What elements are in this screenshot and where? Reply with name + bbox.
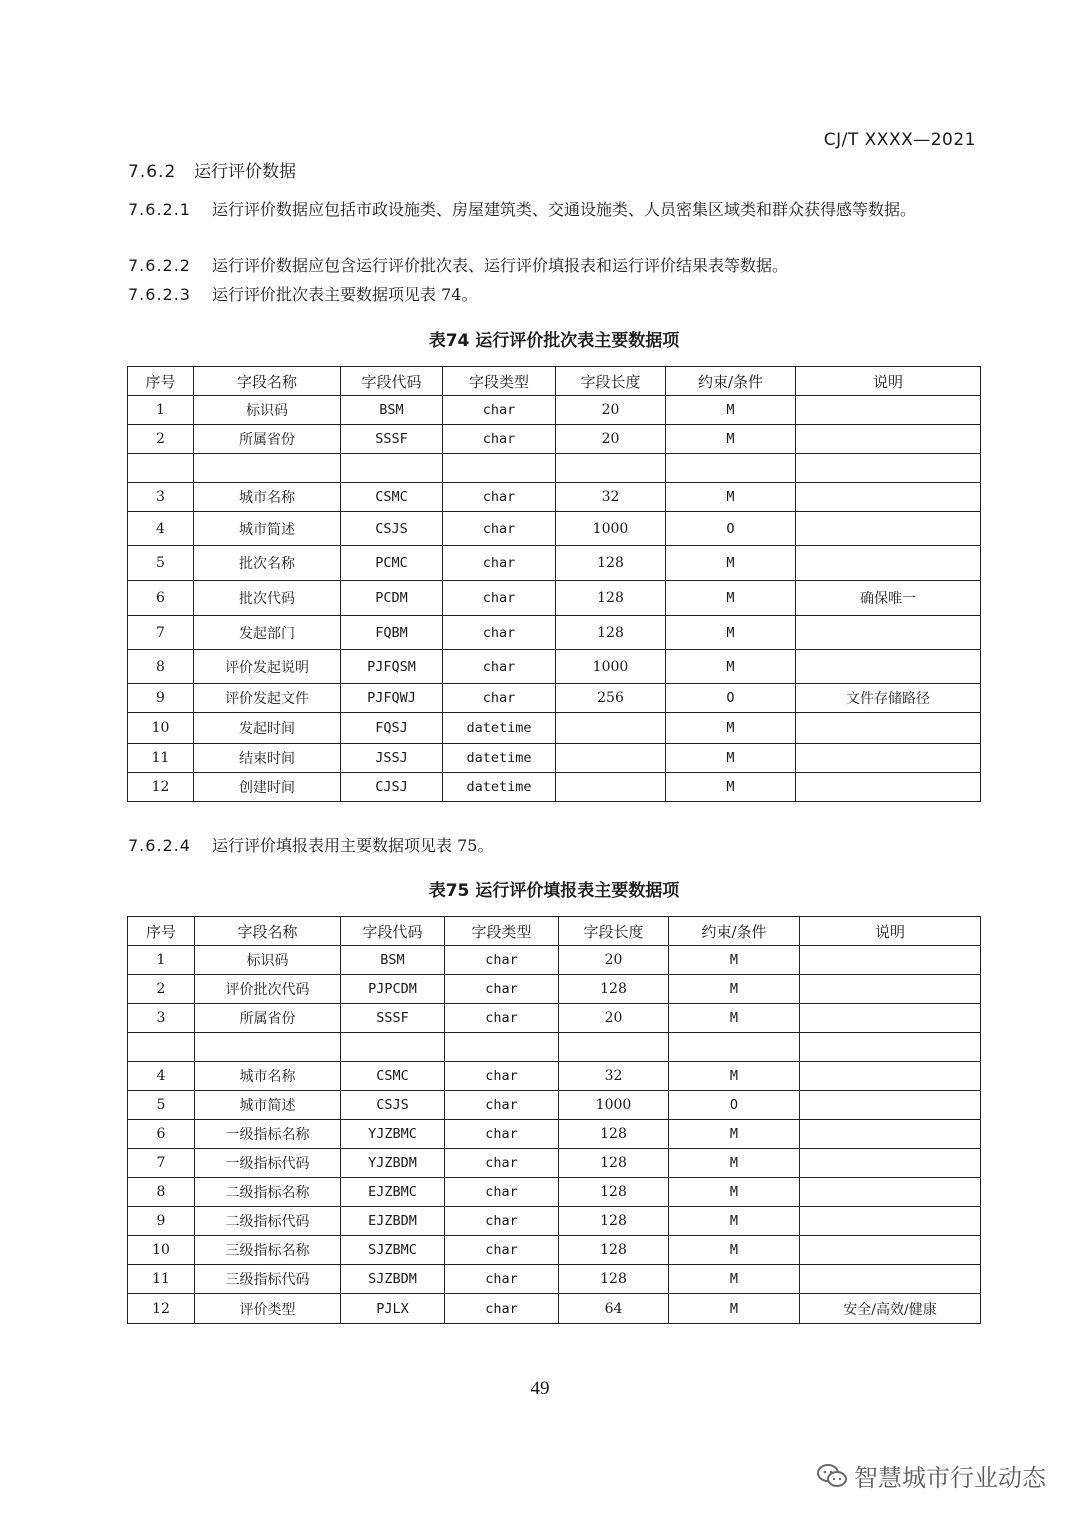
table-cell: 三级指标代码 xyxy=(195,1265,341,1294)
table-cell: char xyxy=(445,1294,559,1324)
table-cell: char xyxy=(443,396,556,425)
table-cell: datetime xyxy=(443,713,556,744)
table-cell xyxy=(666,454,796,483)
table-cell: char xyxy=(443,684,556,713)
table-cell: PCDM xyxy=(341,581,443,616)
table-cell: SJZBDM xyxy=(341,1265,445,1294)
table74-caption: 表74 运行评价批次表主要数据项 xyxy=(428,331,680,351)
table-cell: 5 xyxy=(128,546,194,581)
table-cell: 256 xyxy=(556,684,666,713)
table-cell: 64 xyxy=(559,1294,669,1324)
table-cell: 发起部门 xyxy=(194,616,341,650)
table-row xyxy=(128,1120,981,1149)
table-cell: PJPCDM xyxy=(341,975,445,1004)
table-cell: M xyxy=(669,1294,800,1324)
table-cell xyxy=(443,454,556,483)
section-number: 7.6.2 xyxy=(128,162,177,182)
table-cell xyxy=(341,454,443,483)
table-cell xyxy=(796,744,981,773)
table-cell xyxy=(194,454,341,483)
table-cell xyxy=(195,1033,341,1062)
column-header: 字段名称 xyxy=(195,917,341,946)
table-cell: 20 xyxy=(556,425,666,454)
table-cell xyxy=(800,1004,981,1033)
table-cell: O xyxy=(666,684,796,713)
table-row xyxy=(128,1265,981,1294)
table-cell: 城市简述 xyxy=(194,512,341,546)
table-cell: 评价批次代码 xyxy=(195,975,341,1004)
table-cell: 2 xyxy=(128,975,195,1004)
table-cell: 二级指标名称 xyxy=(195,1178,341,1207)
column-header: 字段长度 xyxy=(556,367,666,396)
table-row xyxy=(128,512,981,546)
table-cell: 4 xyxy=(128,1062,195,1091)
table-cell: 1000 xyxy=(559,1091,669,1120)
table-cell: 9 xyxy=(128,1207,195,1236)
table-cell: 32 xyxy=(559,1062,669,1091)
table-row xyxy=(128,650,981,684)
table-cell: char xyxy=(443,581,556,616)
table-cell xyxy=(800,1207,981,1236)
table-cell xyxy=(556,713,666,744)
table-cell: CSJS xyxy=(341,1091,445,1120)
table-cell: 标识码 xyxy=(195,946,341,975)
table-row xyxy=(128,1033,981,1062)
table-cell: M xyxy=(669,1207,800,1236)
table-cell: YJZBMC xyxy=(341,1120,445,1149)
table-cell: O xyxy=(669,1091,800,1120)
table-cell xyxy=(796,546,981,581)
table-cell xyxy=(669,1033,800,1062)
table-cell xyxy=(800,1091,981,1120)
table-cell: 5 xyxy=(128,1091,195,1120)
watermark xyxy=(816,1458,1046,1493)
table-cell: 128 xyxy=(559,1207,669,1236)
table-cell xyxy=(796,616,981,650)
table-cell: FQBM xyxy=(341,616,443,650)
wechat-icon xyxy=(816,1462,848,1490)
table-cell: 8 xyxy=(128,1178,195,1207)
table-row xyxy=(128,975,981,1004)
watermark-text: 智慧城市行业动态 xyxy=(854,1464,1046,1492)
table-cell: 12 xyxy=(128,773,194,802)
table-header-row xyxy=(128,917,981,946)
table-cell: char xyxy=(443,483,556,512)
table-cell: 12 xyxy=(128,1294,195,1324)
paragraph-7-6-2-2: 7.6.2.2 运行评价数据应包含运行评价批次表、运行评价填报表和运行评价结果表等数据。 xyxy=(128,256,789,275)
table-cell: BSM xyxy=(341,396,443,425)
table-cell xyxy=(800,1149,981,1178)
table-cell: SSSF xyxy=(341,425,443,454)
table-row xyxy=(128,1236,981,1265)
table-cell: datetime xyxy=(443,744,556,773)
table-cell: 128 xyxy=(559,1149,669,1178)
table-cell: M xyxy=(669,1062,800,1091)
table-cell: M xyxy=(669,1120,800,1149)
table-cell: M xyxy=(669,1265,800,1294)
table-row xyxy=(128,616,981,650)
table-cell: 9 xyxy=(128,684,194,713)
document-code: CJ/T XXXX—2021 xyxy=(823,130,976,150)
table-cell: CJSJ xyxy=(341,773,443,802)
table-cell: 创建时间 xyxy=(194,773,341,802)
table-cell xyxy=(796,773,981,802)
table-row xyxy=(128,1091,981,1120)
table-cell xyxy=(556,744,666,773)
table-cell: 1000 xyxy=(556,512,666,546)
table-cell: 128 xyxy=(559,1120,669,1149)
table-cell: char xyxy=(443,616,556,650)
table-cell: 128 xyxy=(556,581,666,616)
column-header: 字段代码 xyxy=(341,917,445,946)
table-cell: 1 xyxy=(128,946,195,975)
table-cell: 7 xyxy=(128,1149,195,1178)
table-cell: 10 xyxy=(128,1236,195,1265)
column-header: 说明 xyxy=(796,367,981,396)
table-cell: M xyxy=(666,546,796,581)
table-cell: M xyxy=(666,396,796,425)
table-cell: CSMC xyxy=(341,1062,445,1091)
table-cell: M xyxy=(666,650,796,684)
table-cell: 文件存储路径 xyxy=(796,684,981,713)
table-cell: SSSF xyxy=(341,1004,445,1033)
table-cell xyxy=(800,1120,981,1149)
table-cell: 8 xyxy=(128,650,194,684)
table-cell xyxy=(796,512,981,546)
table-cell xyxy=(559,1033,669,1062)
table-cell: char xyxy=(445,1236,559,1265)
table-cell: datetime xyxy=(443,773,556,802)
table-row xyxy=(128,546,981,581)
table-row xyxy=(128,1062,981,1091)
table-cell xyxy=(796,713,981,744)
table-cell xyxy=(796,425,981,454)
table-cell: 128 xyxy=(559,975,669,1004)
table-75 xyxy=(127,916,981,1324)
column-header: 约束/条件 xyxy=(669,917,800,946)
table-cell: char xyxy=(443,546,556,581)
paragraph-7-6-2-3: 7.6.2.3 运行评价批次表主要数据项见表 74。 xyxy=(128,285,478,304)
table-cell: 3 xyxy=(128,483,194,512)
table-header-row xyxy=(128,367,981,396)
table-cell: 发起时间 xyxy=(194,713,341,744)
table-cell xyxy=(800,1178,981,1207)
table-cell: 11 xyxy=(128,744,194,773)
table-cell: 结束时间 xyxy=(194,744,341,773)
table-cell: M xyxy=(666,483,796,512)
table-cell: M xyxy=(666,425,796,454)
table-cell: JSSJ xyxy=(341,744,443,773)
table-row xyxy=(128,1004,981,1033)
table-cell: char xyxy=(445,1062,559,1091)
table-cell: 1000 xyxy=(556,650,666,684)
table-row xyxy=(128,713,981,744)
table-cell: M xyxy=(666,713,796,744)
table-cell: M xyxy=(669,1178,800,1207)
table-cell: FQSJ xyxy=(341,713,443,744)
table-cell: 6 xyxy=(128,1120,195,1149)
table-row xyxy=(128,773,981,802)
column-header: 序号 xyxy=(128,367,194,396)
table-cell: 城市名称 xyxy=(194,483,341,512)
table-cell: 所属省份 xyxy=(194,425,341,454)
table-cell: M xyxy=(666,744,796,773)
table-cell: PJLX xyxy=(341,1294,445,1324)
table-cell: M xyxy=(669,975,800,1004)
column-header: 约束/条件 xyxy=(666,367,796,396)
column-header: 字段长度 xyxy=(559,917,669,946)
table-cell: 11 xyxy=(128,1265,195,1294)
table-cell: 安全/高效/健康 xyxy=(800,1294,981,1324)
table-cell: 3 xyxy=(128,1004,195,1033)
table-cell: YJZBDM xyxy=(341,1149,445,1178)
table-cell: 7 xyxy=(128,616,194,650)
table-cell: 三级指标名称 xyxy=(195,1236,341,1265)
page-number: 49 xyxy=(530,1378,550,1399)
table-cell: 批次代码 xyxy=(194,581,341,616)
table-cell: M xyxy=(669,1236,800,1265)
column-header: 字段代码 xyxy=(341,367,443,396)
table-cell: 20 xyxy=(559,1004,669,1033)
table75-caption: 表75 运行评价填报表主要数据项 xyxy=(428,881,680,901)
table-cell: char xyxy=(445,1265,559,1294)
table-cell: O xyxy=(666,512,796,546)
table-row xyxy=(128,454,981,483)
table-cell: 2 xyxy=(128,425,194,454)
table-cell: 二级指标代码 xyxy=(195,1207,341,1236)
table-row xyxy=(128,396,981,425)
table-cell: 128 xyxy=(559,1178,669,1207)
table-cell: char xyxy=(445,1207,559,1236)
table-row xyxy=(128,684,981,713)
table-row xyxy=(128,1178,981,1207)
table-cell xyxy=(800,1062,981,1091)
table-row xyxy=(128,946,981,975)
table-cell: char xyxy=(445,1178,559,1207)
table-row xyxy=(128,425,981,454)
table-cell xyxy=(341,1033,445,1062)
table-cell: char xyxy=(445,1091,559,1120)
table-cell: 6 xyxy=(128,581,194,616)
table-cell: char xyxy=(443,650,556,684)
table-cell xyxy=(800,1265,981,1294)
table-cell xyxy=(556,773,666,802)
table-cell: SJZBMC xyxy=(341,1236,445,1265)
table-cell: 确保唯一 xyxy=(796,581,981,616)
table-cell xyxy=(796,483,981,512)
table-cell: 标识码 xyxy=(194,396,341,425)
table-cell: 128 xyxy=(559,1236,669,1265)
table-cell xyxy=(128,454,194,483)
table-cell: 32 xyxy=(556,483,666,512)
table-cell: 评价发起说明 xyxy=(194,650,341,684)
column-header: 说明 xyxy=(800,917,981,946)
table-cell: 一级指标名称 xyxy=(195,1120,341,1149)
table-cell: EJZBDM xyxy=(341,1207,445,1236)
table-cell: M xyxy=(669,1149,800,1178)
table-cell xyxy=(796,650,981,684)
table-row xyxy=(128,1294,981,1324)
table-cell xyxy=(796,454,981,483)
table-cell: 批次名称 xyxy=(194,546,341,581)
table-cell: CSJS xyxy=(341,512,443,546)
section-title: 运行评价数据 xyxy=(194,162,296,182)
paragraph-7-6-2-1: 7.6.2.1 运行评价数据应包括市政设施类、房屋建筑类、交通设施类、人员密集区域类和群众获得感等数据。 xyxy=(128,200,917,219)
table-cell: 城市名称 xyxy=(195,1062,341,1091)
table-cell: char xyxy=(443,512,556,546)
table-cell xyxy=(800,975,981,1004)
table-cell: M xyxy=(669,946,800,975)
column-header: 字段类型 xyxy=(443,367,556,396)
table-cell xyxy=(796,396,981,425)
table-cell: 城市简述 xyxy=(195,1091,341,1120)
table-cell xyxy=(128,1033,195,1062)
table-row xyxy=(128,744,981,773)
table-cell: M xyxy=(669,1004,800,1033)
paragraph-7-6-2-4: 7.6.2.4 运行评价填报表用主要数据项见表 75。 xyxy=(128,836,494,855)
table-cell xyxy=(556,454,666,483)
table-cell: char xyxy=(445,975,559,1004)
table-cell: 128 xyxy=(556,616,666,650)
table-cell: PJFQSM xyxy=(341,650,443,684)
table-cell: 20 xyxy=(556,396,666,425)
table-cell: char xyxy=(445,1120,559,1149)
table-cell: EJZBMC xyxy=(341,1178,445,1207)
table-cell: 一级指标代码 xyxy=(195,1149,341,1178)
table-cell: 20 xyxy=(559,946,669,975)
table-cell: 1 xyxy=(128,396,194,425)
table-cell: 4 xyxy=(128,512,194,546)
column-header: 序号 xyxy=(128,917,195,946)
table-cell: 10 xyxy=(128,713,194,744)
table-cell: 128 xyxy=(559,1265,669,1294)
table-row xyxy=(128,483,981,512)
table-cell: char xyxy=(445,1004,559,1033)
table-cell xyxy=(800,946,981,975)
column-header: 字段类型 xyxy=(445,917,559,946)
table-cell: 128 xyxy=(556,546,666,581)
table-row xyxy=(128,1149,981,1178)
table-cell: char xyxy=(445,946,559,975)
table-cell: BSM xyxy=(341,946,445,975)
table-cell xyxy=(800,1033,981,1062)
table-cell: 评价类型 xyxy=(195,1294,341,1324)
table-cell xyxy=(800,1236,981,1265)
table-cell: PCMC xyxy=(341,546,443,581)
table-cell: 评价发起文件 xyxy=(194,684,341,713)
section-heading xyxy=(128,157,296,182)
table-cell: M xyxy=(666,581,796,616)
table-cell: char xyxy=(445,1149,559,1178)
table-cell: char xyxy=(443,425,556,454)
table-cell: 所属省份 xyxy=(195,1004,341,1033)
table-cell: M xyxy=(666,773,796,802)
table-cell: M xyxy=(666,616,796,650)
table-cell: CSMC xyxy=(341,483,443,512)
column-header: 字段名称 xyxy=(194,367,341,396)
table-row xyxy=(128,581,981,616)
table-row xyxy=(128,1207,981,1236)
table-74 xyxy=(127,366,981,802)
table-cell: PJFQWJ xyxy=(341,684,443,713)
table-cell xyxy=(445,1033,559,1062)
